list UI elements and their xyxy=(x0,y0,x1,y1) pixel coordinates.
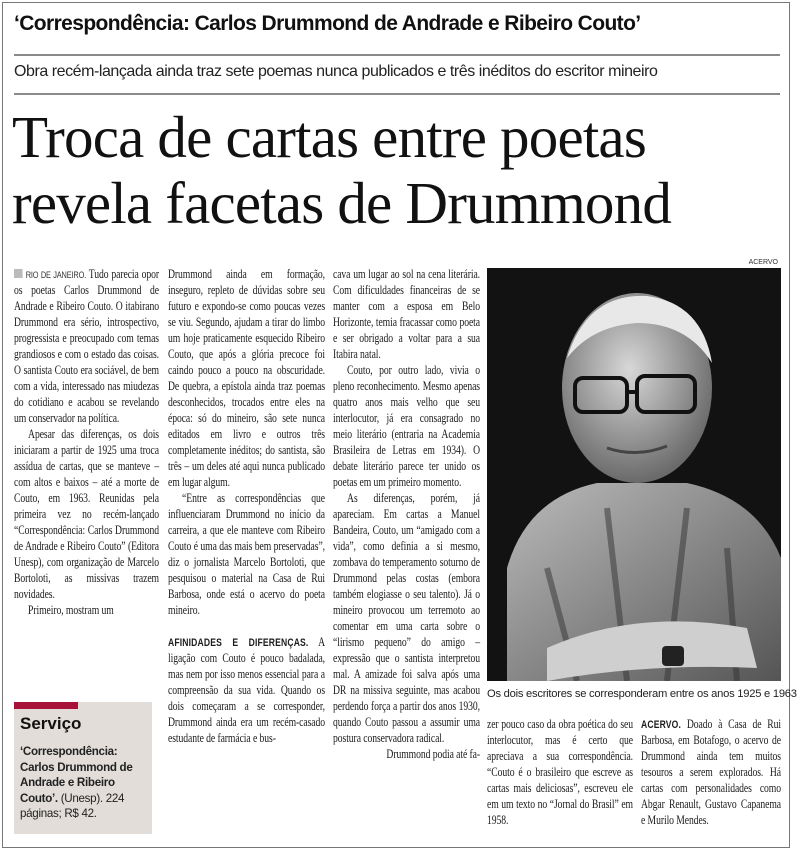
photo-caption: Os dois escritores se corresponderam entre os anos 1925 e 1963 xyxy=(487,688,797,700)
service-box xyxy=(14,702,152,834)
accent-bar xyxy=(14,702,78,709)
paragraph-text: Doado à Casa de Rui Barbosa, em Botafogo, o acervo de Drummond ainda tem muitos tesouros a serem explorados. Há cartas com personalidades como Abgar Renault, Gustavo Capanema e Murilo Mendes. xyxy=(641,717,781,827)
book-title: ‘Correspondência: Carlos Drummond de Andrade e Ribeiro Couto’. xyxy=(20,745,133,805)
paragraph: cava um lugar ao sol na cena literária. Com dificuldades financeiras de se manter com a esposa em Belo Horizonte, temia fracassar como poeta e ser obrigado a voltar para a sua Itabira natal. xyxy=(333,267,480,361)
paragraph xyxy=(641,716,781,828)
service-info xyxy=(20,744,148,822)
article-column-4 xyxy=(487,716,633,828)
paragraph: As diferenças, porém, já apareciam. Em cartas a Manuel Bandeira, Couto, um “amigado com a vida”, como definia a si mesmo, zombava do temperamento soturno de Drummond pelas costas (embora também elogiasse o seu talento). Já o mineiro provocou um terremoto ao comentar em uma carta sobre o “lirismo pequeno” do amigo – expressão que o santista interpretou mal. A amizade foi salva após uma DR na missiva seguinte, mas acabou perdendo força a partir dos anos 1930, quando Couto passou a assumir uma postura conservadora radical. xyxy=(333,491,480,745)
paragraph: Drummond podia até fa- xyxy=(386,747,480,761)
portrait-photo xyxy=(487,268,781,681)
paragraph: Primeiro, mostram um xyxy=(28,603,114,617)
article-column-2 xyxy=(168,266,325,746)
section-subhead: AFINIDADES E DIFERENÇAS. xyxy=(168,637,309,649)
paragraph: Drummond ainda em formação, inseguro, repleto de dúvidas sobre seu futuro e expondo-se como poucas vezes se viu. Segundo, ajudam a tirar do limbo um hoje praticamente esquecido Ribeiro Couto, que após a glória precoce foi caindo pouco a pouco na obscuridade. De quebra, a epístola ainda traz poemas desconhecidos, trocados entre eles na época: só do mineiro, são sete nunca editados em livro e outros três completamente inéditos; do santista, são três – um deles até aqui nunca publicado em lugar algum. xyxy=(168,267,325,489)
divider xyxy=(14,54,780,56)
headline-line: revela facetas de Drummond xyxy=(12,170,672,236)
paragraph-text: A ligação com Couto é pouco badalada, mas nem por isso menos essencial para a compreensão da sua vida. Quando os dois começaram a se corresponder, Drummond ainda era um recém-casado estudante de farmácia e bus- xyxy=(168,635,325,745)
paragraph: zer pouco caso da obra poética do seu interlocutor, mas é certo que apreciava a sua correspondência. “Couto é o brasileiro que escreve as cartas mais deliciosas”, escreveu ele em um texto no “Jornal do Brasil” em 1958. xyxy=(487,717,633,827)
dateline: RIO DE JANEIRO. xyxy=(25,270,87,281)
dateline-marker xyxy=(14,269,23,278)
article-column-1 xyxy=(14,266,159,618)
paragraph: Couto, por outro lado, vivia o pleno reconhecimento. Mesmo apenas quatro anos mais velho que seu interlocutor, já era consagrado no meio literário (entraria na Academia Brasileira de Letras em 1934). O debate literário parece ter unido os poetas em um primeiro momento. xyxy=(333,363,480,489)
portrait-image xyxy=(487,268,781,681)
section-subhead: ACERVO. xyxy=(641,719,682,731)
paragraph: Apesar das diferenças, os dois iniciaram a partir de 1925 uma troca assídua de cartas, que se manteve – com altos e baixos – até a morte de Couto, em 1963. Reunidas pela primeira vez no recém-lançado “Correspondência: Carlos Drummond de Andrade e Ribeiro Couto” (Editora Unesp), com organização de Marcelo Bortoloti, as missivas trazem novidades. xyxy=(14,427,159,601)
divider xyxy=(14,93,780,95)
kicker-title: ‘Correspondência: Carlos Drummond de Andrade e Ribeiro Couto’ xyxy=(14,12,641,35)
paragraph: “Entre as correspondências que influenciaram Drummond no início da carreira, a que ele manteve com Ribeiro Couto é uma das mais bem preservadas”, diz o jornalista Marcelo Bortoloti, que pesquisou o material na Casa de Rui Barbosa, onde está o acervo do poeta mineiro. xyxy=(168,491,325,617)
paragraph: Tudo parecia opor os poetas Carlos Drummond de Andrade e Ribeiro Couto. O itabirano Drummond era sério, introspectivo, progressista e preocupado com temas grandiosos e com o estado das coisas. O santista Couto era sociável, de bem com a vida, interessado nas miudezas do cotidiano e acabou se revelando um conservador na política. xyxy=(14,267,159,425)
paragraph xyxy=(168,634,325,746)
headline-line: Troca de cartas entre poetas xyxy=(12,104,646,170)
service-title: Serviço xyxy=(20,714,82,733)
book-details: (Unesp). 224 páginas; R$ 42. xyxy=(20,791,125,821)
photo-credit: ACERVO xyxy=(748,259,778,266)
subtitle: Obra recém-lançada ainda traz sete poemas nunca publicados e três inéditos do escritor mineiro xyxy=(14,63,658,80)
article-column-3 xyxy=(333,266,480,762)
article-column-5 xyxy=(641,716,781,828)
headline xyxy=(12,104,671,236)
